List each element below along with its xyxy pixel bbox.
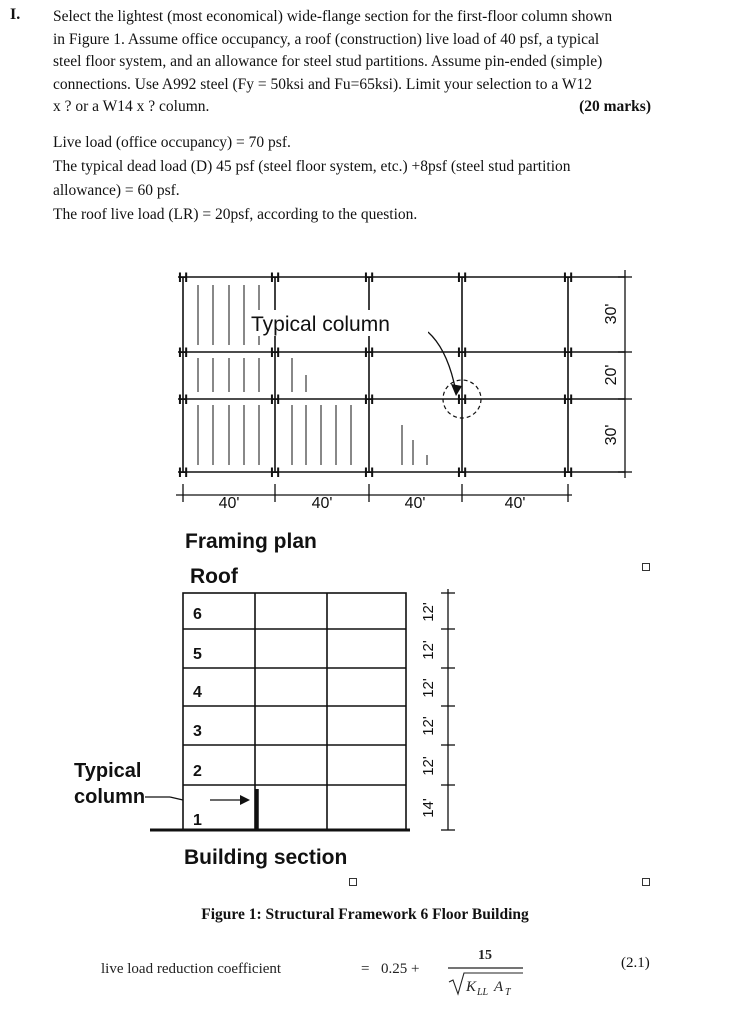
bay-width: 40' bbox=[218, 495, 240, 512]
column-markers bbox=[178, 269, 573, 480]
story-height: 12' bbox=[420, 678, 437, 698]
column-marker: H bbox=[177, 344, 189, 360]
column-marker: H bbox=[562, 344, 574, 360]
bay-width: 40' bbox=[504, 495, 526, 512]
question-line-4: connections. Use A992 steel (Fy = 50ksi and Fu=65ksi). Limit your selection to a W12 bbox=[53, 75, 592, 93]
column-marker: H bbox=[269, 344, 281, 360]
story-height: 12' bbox=[420, 640, 437, 660]
column-marker: H bbox=[269, 391, 281, 407]
column-marker: H bbox=[269, 269, 281, 285]
story-height: 14' bbox=[420, 798, 437, 818]
section-column-arrowhead bbox=[240, 795, 250, 805]
bay-depth: 20' bbox=[603, 364, 620, 386]
column-marker: H bbox=[177, 391, 189, 407]
column-marker: H bbox=[269, 464, 281, 480]
question-marks: (20 marks) bbox=[579, 98, 651, 115]
column-marker: H bbox=[562, 464, 574, 480]
column-marker: H bbox=[562, 269, 574, 285]
question-line-5-text: x ? or a W14 x ? column. bbox=[53, 98, 210, 115]
roof-label: Roof bbox=[190, 565, 238, 588]
story-height: 12' bbox=[420, 756, 437, 776]
formula-k: K bbox=[466, 979, 477, 995]
typical-column-label: Typical column bbox=[251, 313, 390, 336]
story-height-labels bbox=[420, 602, 437, 818]
formula-lhs: live load reduction coefficient bbox=[101, 961, 282, 977]
column-marker: H bbox=[456, 391, 468, 407]
question-line-3: steel floor system, and an allowance for steel stud partitions. Assume pin-ended (simple) bbox=[53, 53, 603, 70]
column-marker: H bbox=[177, 464, 189, 480]
column-marker: H bbox=[363, 269, 375, 285]
floor-number: 5 bbox=[193, 646, 202, 663]
floor-numbers bbox=[193, 606, 202, 829]
story-height: 12' bbox=[420, 716, 437, 736]
floor-number: 3 bbox=[193, 723, 202, 740]
equation-number: (2.1) bbox=[621, 955, 650, 971]
column-marker: H bbox=[363, 464, 375, 480]
column-marker: H bbox=[363, 344, 375, 360]
section-typical-label: Typical bbox=[74, 760, 142, 782]
story-height-dimensions bbox=[441, 589, 455, 830]
placeholder-square bbox=[642, 563, 650, 571]
plan-dimension-right bbox=[618, 270, 632, 478]
bay-depth: 30' bbox=[603, 303, 620, 325]
floor-number: 1 bbox=[193, 812, 202, 829]
column-marker: H bbox=[562, 391, 574, 407]
live-load-text: Live load (office occupancy) = 70 psf. bbox=[53, 134, 291, 151]
formula-a: A bbox=[494, 979, 504, 995]
bay-depth-labels bbox=[603, 304, 620, 446]
column-marker: H bbox=[363, 391, 375, 407]
bay-width-labels bbox=[219, 495, 526, 512]
question-line-1: Select the lightest (most economical) wide-flange section for the first-floor column shown bbox=[53, 8, 613, 25]
figure-caption: Figure 1: Structural Framework 6 Floor Building bbox=[201, 906, 529, 923]
floor-number: 4 bbox=[193, 684, 202, 701]
formula-k-sub: LL bbox=[477, 987, 489, 998]
placeholder-square bbox=[349, 878, 357, 886]
formula-constant: 0.25 + bbox=[381, 961, 420, 977]
bay-width: 40' bbox=[311, 495, 333, 512]
formula-numerator: 15 bbox=[478, 948, 492, 963]
dead-load-text-2: allowance) = 60 psf. bbox=[53, 182, 180, 199]
question-number: I. bbox=[10, 6, 21, 23]
column-marker: H bbox=[456, 269, 468, 285]
floor-number: 2 bbox=[193, 763, 202, 780]
section-column-label: column bbox=[74, 786, 146, 808]
formula-a-sub: T bbox=[505, 987, 511, 998]
question-line-2-text: in Figure 1. Assume office occupancy, a roof (construction) live load of 40 psf, a typical bbox=[53, 30, 600, 48]
roof-live-load-text: The roof live load (LR) = 20psf, according to the question. bbox=[53, 206, 418, 223]
dead-load-text-1: The typical dead load (D) 45 psf (steel floor system, etc.) +8psf (steel stud partition bbox=[53, 158, 571, 175]
reduction-formula bbox=[101, 949, 541, 1014]
formula-equals: = bbox=[361, 961, 370, 977]
bay-width: 40' bbox=[404, 495, 426, 512]
column-marker: H bbox=[456, 464, 468, 480]
bay-depth: 30' bbox=[603, 424, 620, 446]
building-section-title: Building section bbox=[184, 846, 348, 869]
building-section-grid bbox=[145, 593, 410, 830]
framing-plan-title: Framing plan bbox=[185, 530, 317, 553]
placeholder-square bbox=[642, 878, 650, 886]
story-height: 12' bbox=[420, 602, 437, 622]
formula-svg bbox=[101, 949, 541, 1009]
column-marker: H bbox=[177, 269, 189, 285]
floor-number: 6 bbox=[193, 606, 202, 623]
column-marker: H bbox=[456, 344, 468, 360]
